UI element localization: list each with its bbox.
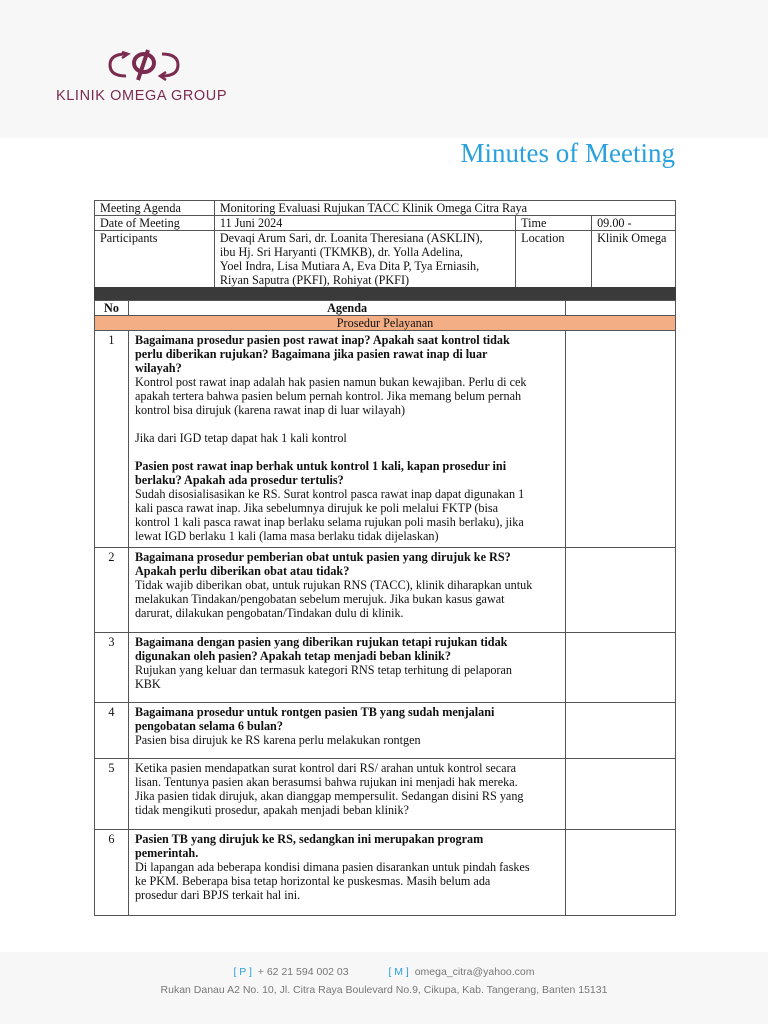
time-label: Time [516, 216, 592, 231]
answer-line: darurat, dilakukan pengobatan/Tindakan dulu di klinik. [134, 606, 404, 620]
phone-number: + 62 21 594 002 03 [257, 966, 349, 978]
participants-line: Devaqi Arum Sari, dr. Loanita Theresiana (ASKLIN), [219, 231, 483, 245]
agenda-row [95, 201, 676, 216]
phone-label: [ P ] [233, 966, 252, 978]
separator-bar [94, 287, 676, 300]
question-line: berlaku? Apakah ada prosedur tertulis? [134, 473, 344, 487]
address: Rukan Danau A2 No. 10, Jl. Citra Raya Boulevard No.9, Cikupa, Kab. Tangerang, Banten 15131 [160, 984, 608, 996]
item-number: 3 [95, 633, 129, 703]
brand-name: KLINIK OMEGA GROUP [56, 88, 228, 104]
question-line: Bagaimana prosedur pemberian obat untuk pasien yang dirujuk ke RS? [134, 550, 511, 564]
answer-line: kontrol bisa dirujuk (karena rawat inap di luar wilayah) [134, 403, 406, 417]
agenda-item-row [95, 633, 676, 703]
question-line: pengobatan selama 6 bulan? [134, 719, 283, 733]
answer-line: Rujukan yang keluar dan termasuk kategori RNS tetap terhitung di pelaporan [134, 663, 512, 677]
item-number: 6 [95, 830, 129, 916]
question-line: Pasien post rawat inap berhak untuk kontrol 1 kali, kapan prosedur ini [134, 459, 507, 473]
no-header: No [95, 301, 129, 316]
document-title: Minutes of Meeting [460, 138, 675, 168]
paragraph-gap [135, 445, 559, 459]
footer [0, 952, 768, 1024]
participants-row [95, 231, 676, 289]
mail-label: [ M ] [388, 966, 409, 978]
question-line: wilayah? [134, 361, 182, 375]
question-line: perlu diberikan rujukan? Bagaimana jika pasien rawat inap di luar [134, 347, 488, 361]
section-row [95, 316, 676, 331]
item-number: 4 [95, 703, 129, 759]
date-row [95, 216, 676, 231]
item-content [128, 830, 565, 916]
agenda-item-row [95, 548, 676, 633]
question-line: Pasien TB yang dirujuk ke RS, sedangkan ini merupakan program [134, 832, 484, 846]
agenda-header-row [95, 301, 676, 316]
answer-line: Jika dari IGD tetap dapat hak 1 kali kontrol [134, 431, 347, 445]
answer-line: melakukan Tindakan/pengobatan sebelum merujuk. Jika bukan kasus gawat [134, 592, 505, 606]
question-line: Apakah perlu diberikan obat atau tidak? [134, 564, 350, 578]
item-notes [566, 759, 676, 830]
agenda-item-row [95, 759, 676, 830]
answer-line: lewat IGD berlaku 1 kali (lama masa berlaku tidak dijelaskan) [134, 529, 439, 543]
paragraph-gap [135, 417, 559, 431]
answer-line: Jika pasien tidak dirujuk, akan dianggap mempersulit. Sedangan disini RS yang [134, 789, 524, 803]
item-notes [566, 331, 676, 548]
answer-line: apakah tertera bahwa pasien belum pernah kontrol. Jika memang belum pernah [134, 389, 522, 403]
answer-line: kontrol 1 kali pasca rawat inap berlaku selama rujukan poli masih berlaku), jika [134, 515, 524, 529]
answer-line: prosedur dari BPJS terkait hal ini. [134, 888, 301, 902]
item-number: 5 [95, 759, 129, 830]
question-line: pemerintah. [134, 846, 199, 860]
answer-line: Tidak wajib diberikan obat, untuk rujukan RNS (TACC), klinik diharapkan untuk [134, 578, 533, 592]
agenda-item-row [95, 703, 676, 759]
agenda-table [94, 300, 676, 916]
item-content [128, 703, 565, 759]
item-number: 1 [95, 331, 129, 548]
location-value: Klinik Omega [592, 231, 676, 289]
notes-header [566, 301, 676, 316]
item-notes [566, 703, 676, 759]
date-label: Date of Meeting [95, 216, 215, 231]
item-notes [566, 830, 676, 916]
participants-label: Participants [95, 231, 215, 289]
omega-logo-icon [104, 48, 184, 82]
section-title: Prosedur Pelayanan [95, 316, 676, 331]
answer-line: kali pasca rawat inap. Jika sebelumnya dirujuk ke poli melalui FKTP (bisa [134, 501, 499, 515]
contact-line [0, 966, 768, 978]
question-line: Bagaimana dengan pasien yang diberikan rujukan tetapi rujukan tidak [134, 635, 508, 649]
item-notes [566, 548, 676, 633]
item-content [128, 759, 565, 830]
agenda-value: Monitoring Evaluasi Rujukan TACC Klinik Omega Citra Raya [214, 201, 675, 216]
answer-line: KBK [134, 677, 161, 691]
question-line: digunakan oleh pasien? Apakah tetap menjadi beban klinik? [134, 649, 451, 663]
answer-line: Sudah disosialisasikan ke RS. Surat kontrol pasca rawat inap dapat digunakan 1 [134, 487, 525, 501]
answer-line: Ketika pasien mendapatkan surat kontrol dari RS/ arahan untuk kontrol secara [134, 761, 517, 775]
item-notes [566, 633, 676, 703]
agenda-label: Meeting Agenda [95, 201, 215, 216]
answer-line: lisan. Tentunya pasien akan berasumsi bahwa rujukan ini menjadi hak mereka. [134, 775, 518, 789]
item-number: 2 [95, 548, 129, 633]
agenda-header: Agenda [128, 301, 565, 316]
question-line: Bagaimana prosedur untuk rontgen pasien TB yang sudah menjalani [134, 705, 495, 719]
meeting-info-table [94, 200, 676, 289]
question-line: Bagaimana prosedur pasien post rawat inap? Apakah saat kontrol tidak [134, 333, 510, 347]
item-content [128, 548, 565, 633]
agenda-item-row [95, 830, 676, 916]
participants-value [214, 231, 515, 289]
answer-line: Pasien bisa dirujuk ke RS karena perlu melakukan rontgen [134, 733, 421, 747]
item-content [128, 331, 565, 548]
time-value: 09.00 - [592, 216, 676, 231]
participants-line: Yoel Indra, Lisa Mutiara A, Eva Dita P, Tya Erniasih, [219, 259, 480, 273]
agenda-item-row [95, 331, 676, 548]
participants-line: Riyan Saputra (PKFI), Rohiyat (PKFI) [219, 273, 410, 287]
date-value: 11 Juni 2024 [214, 216, 515, 231]
email-address: omega_citra@yahoo.com [414, 966, 535, 978]
clinic-logo [56, 48, 256, 108]
item-content [128, 633, 565, 703]
location-label: Location [516, 231, 592, 289]
participants-line: ibu Hj. Sri Haryanti (TKMKB), dr. Yolla Adelina, [219, 245, 463, 259]
answer-line: ke PKM. Beberapa bisa tetap horizontal ke puskesmas. Masih belum ada [134, 874, 491, 888]
answer-line: Kontrol post rawat inap adalah hak pasien namun bukan kewajiban. Perlu di cek [134, 375, 527, 389]
answer-line: tidak mengikuti prosedur, apakah menjadi beban klinik? [134, 803, 409, 817]
answer-line: Di lapangan ada beberapa kondisi dimana pasien disarankan untuk pindah faskes [134, 860, 530, 874]
